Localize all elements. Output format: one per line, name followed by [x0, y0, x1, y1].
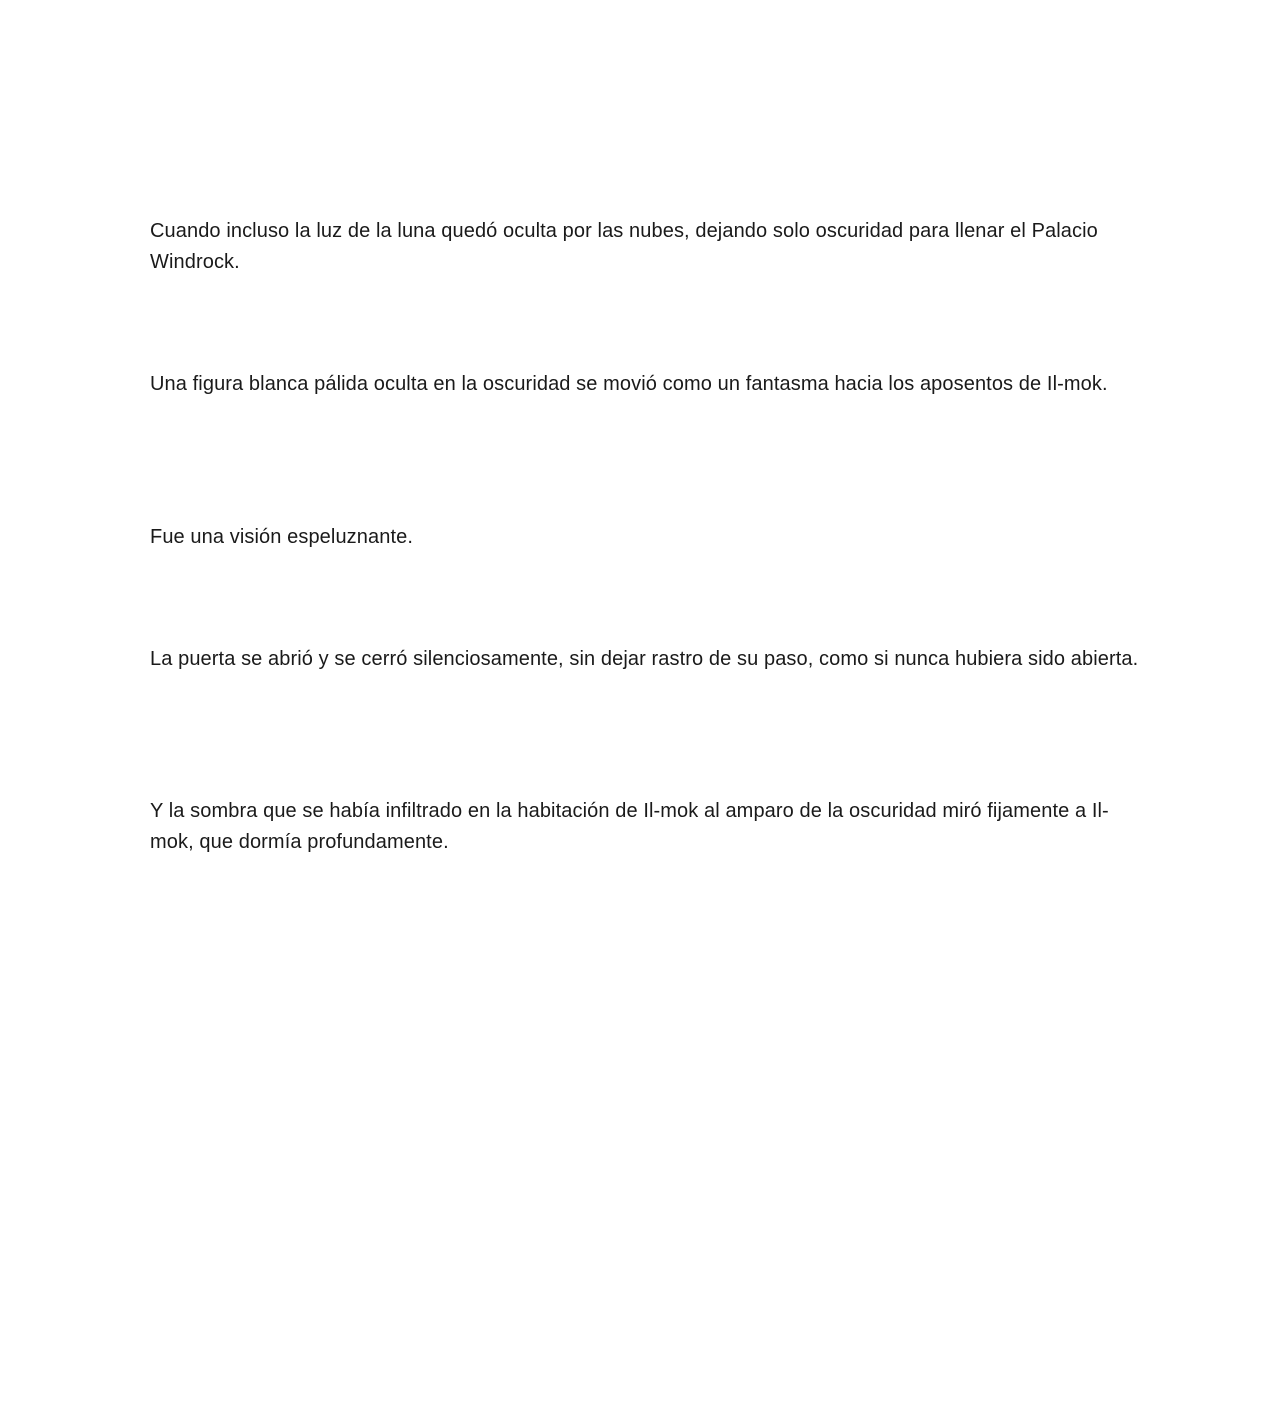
paragraph-1: Cuando incluso la luz de la luna quedó oculta por las nubes, dejando solo oscuridad para llenar el Palacio Windrock.	[150, 220, 1098, 273]
paragraph-2: Una figura blanca pálida oculta en la oscuridad se movió como un fantasma hacia los aposentos de Il-mok.	[150, 373, 1108, 395]
paragraph-5: Y la sombra que se había infiltrado en la habitación de Il-mok al amparo de la oscuridad miró fijamente a Il-mok, que dormía profundamente.	[150, 800, 1109, 853]
paragraph-4: La puerta se abrió y se cerró silenciosamente, sin dejar rastro de su paso, como si nunca hubiera sido abierta.	[150, 648, 1139, 670]
paragraph-3: Fue una visión espeluznante.	[150, 526, 413, 548]
